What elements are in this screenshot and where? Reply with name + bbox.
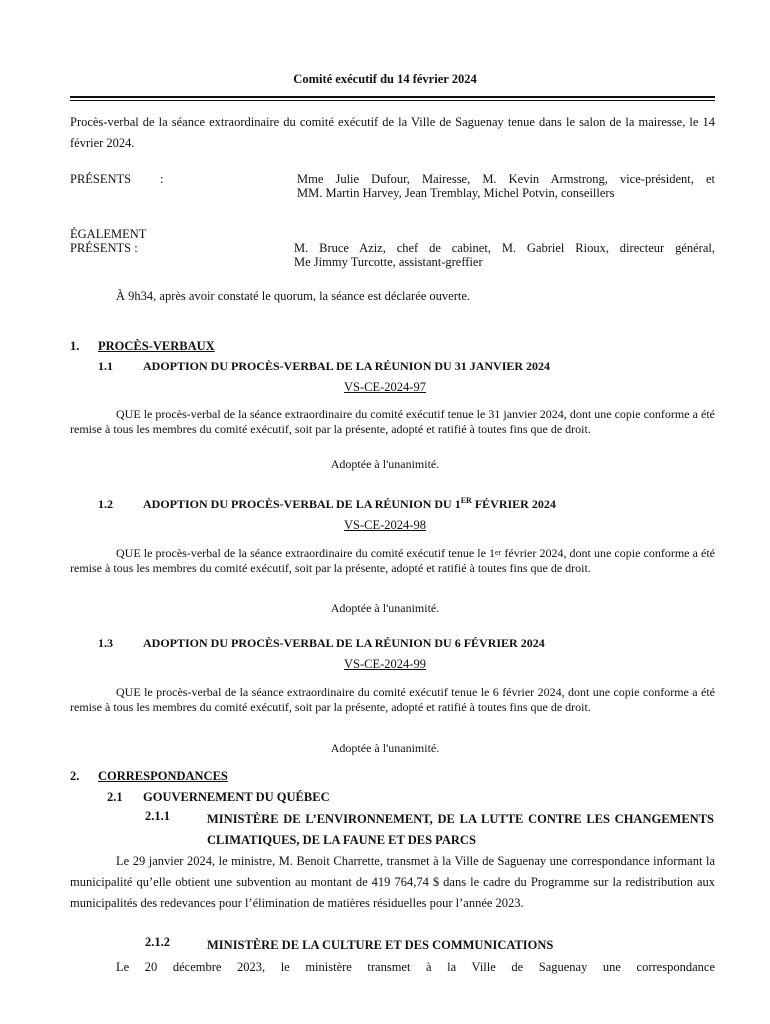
item-number: 1.1 (98, 359, 113, 373)
adopted-statement: Adoptée à l'unanimité. (330, 601, 440, 615)
item-number: 1.2 (98, 497, 113, 511)
item-title: MINISTÈRE DE L’ENVIRONNEMENT, DE LA LUTTE CONTRE LES CHANGEMENTS CLIMATIQUES, DE LA FAUNE ET DES PARCS (207, 812, 714, 847)
item-title: ADOPTION DU PROCÈS-VERBAL DE LA RÉUNION DU 1ER FÉVRIER 2024 (143, 496, 556, 511)
item-number: 2.1.2 (145, 935, 170, 949)
correspondence-text: Le 29 janvier 2024, le ministre, M. Benoit Charrette, transmet à la Ville de Saguenay une correspondance informant la municipalité qu’elle obtient une subvention au montant de 419 764,74 $ dans le cadre du Programme sur la redistribution aux municipalités des redevances pour l’élimination de matières résiduelles pour l’année 2023. (70, 854, 715, 910)
presents-label: PRÉSENTS (70, 172, 132, 186)
subsection-title: GOUVERNEMENT DU QUÉBEC (143, 790, 330, 804)
item-2-1-2-heading (145, 935, 715, 953)
presents-colon: : (160, 172, 164, 186)
also-present-line-2: Me Jimmy Turcotte, assistant-greffier (294, 255, 483, 269)
section-number: 2. (70, 769, 80, 783)
section-2-heading (70, 769, 370, 785)
section-number: 1. (70, 339, 80, 353)
page-title: Comité exécutif du 14 février 2024 (293, 72, 477, 86)
section-title: CORRESPONDANCES (98, 769, 228, 783)
item-1-3-heading (98, 636, 715, 652)
item-number: 2.1.1 (145, 809, 170, 823)
item-1-1-heading (98, 359, 715, 375)
item-title: ADOPTION DU PROCÈS-VERBAL DE LA RÉUNION DU 6 FÉVRIER 2024 (143, 636, 545, 650)
correspondence-text: Le 20 décembre 2023, le ministère transmet à la Ville de Saguenay une correspondance (116, 960, 715, 974)
opening-statement: À 9h34, après avoir constaté le quorum, la séance est déclarée ouverte. (116, 289, 471, 303)
item-title: ADOPTION DU PROCÈS-VERBAL DE LA RÉUNION DU 31 JANVIER 2024 (143, 359, 551, 373)
subsection-2-1-heading (107, 790, 507, 806)
adopted-statement: Adoptée à l'unanimité. (330, 457, 440, 471)
also-present-label-1: ÉGALEMENT (70, 227, 147, 241)
item-1-2-heading (98, 497, 715, 513)
resolution-number: VS-CE-2024-99 (344, 657, 426, 671)
section-title: PROCÈS-VERBAUX (98, 339, 215, 353)
resolution-text: QUE le procès-verbal de la séance extraordinaire du comité exécutif tenue le 1er février 2024, dont une copie conforme a été remise à tous les membres du comité exécutif, soit par la présente, adopté et ratifié à toutes fins que de droit. (70, 546, 715, 575)
item-number: 1.3 (98, 636, 113, 650)
adopted-statement: Adoptée à l'unanimité. (330, 741, 440, 755)
presents-line-2: MM. Martin Harvey, Jean Tremblay, Michel Potvin, conseillers (297, 186, 615, 200)
also-present-label-2: PRÉSENTS : (70, 241, 138, 255)
resolution-text: QUE le procès-verbal de la séance extraordinaire du comité exécutif tenue le 31 janvier 2024, dont une copie conforme a été remise à tous les membres du comité exécutif, soit par la présente, adopté et ratifié à toutes fins que de droit. (70, 407, 715, 436)
title-rule-thick (70, 96, 715, 98)
title-rule-thin (70, 100, 715, 101)
section-1-heading (70, 339, 370, 355)
also-present-line-1: M. Bruce Aziz, chef de cabinet, M. Gabriel Rioux, directeur général, (294, 241, 715, 255)
intro-paragraph: Procès-verbal de la séance extraordinaire du comité exécutif de la Ville de Saguenay tenue dans le salon de la mairesse, le 14 février 2024. (70, 115, 715, 150)
resolution-text: QUE le procès-verbal de la séance extraordinaire du comité exécutif tenue le 6 février 2024, dont une copie conforme a été remise à tous les membres du comité exécutif, soit par la présente, adopté et ratifié à toutes fins que de droit. (70, 685, 715, 714)
subsection-number: 2.1 (107, 790, 123, 804)
item-title: MINISTÈRE DE LA CULTURE ET DES COMMUNICATIONS (207, 938, 554, 952)
item-2-1-1-heading (145, 809, 715, 853)
resolution-number: VS-CE-2024-97 (344, 380, 426, 394)
presents-line-1: Mme Julie Dufour, Mairesse, M. Kevin Armstrong, vice-président, et (297, 172, 715, 186)
resolution-number: VS-CE-2024-98 (344, 518, 426, 532)
